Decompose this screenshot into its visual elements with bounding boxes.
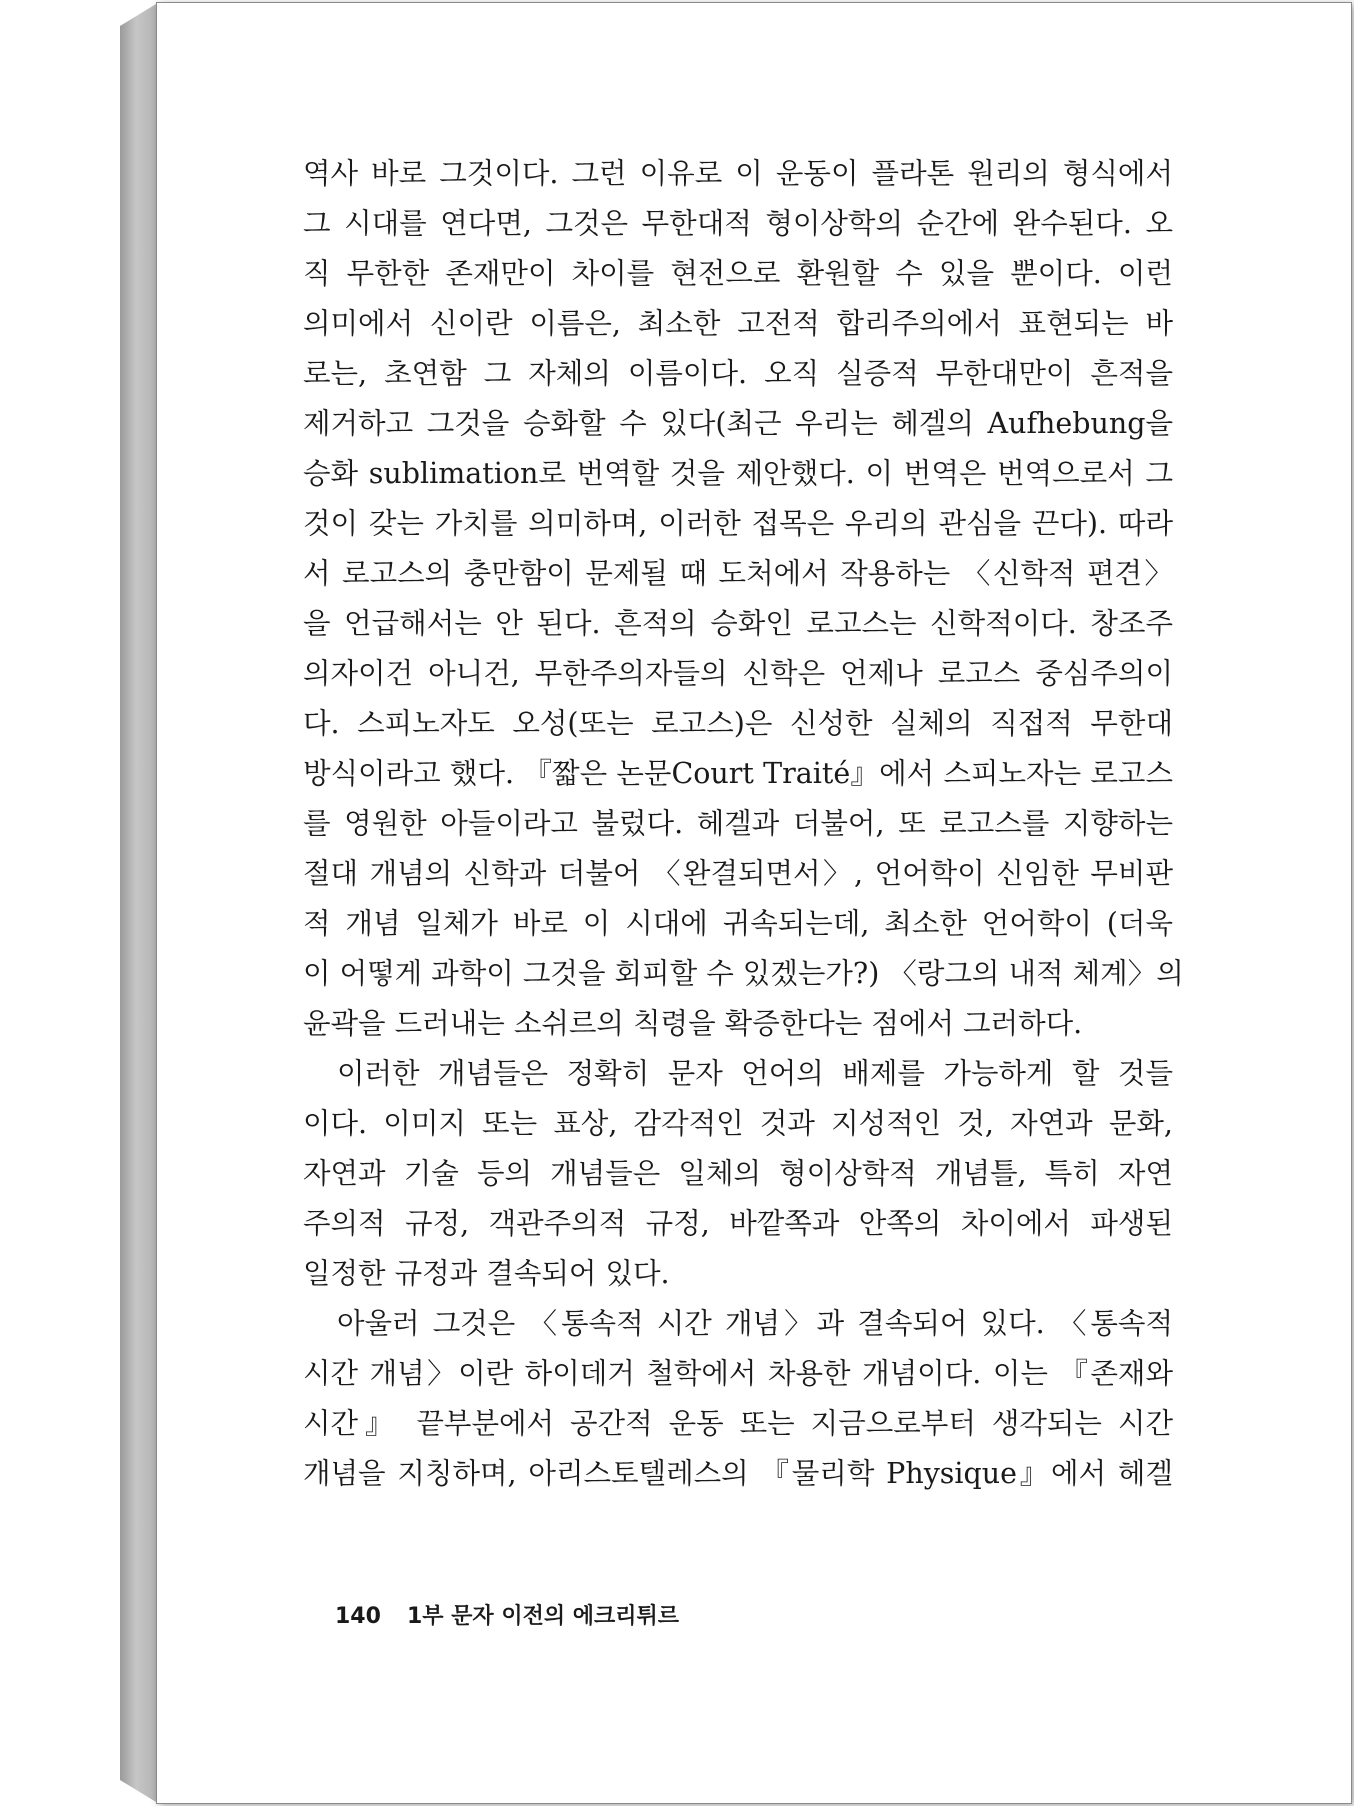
text-line: 적 개념 일체가 바로 이 시대에 귀속되는데, 최소한 언어학이 (더욱 (303, 907, 1173, 940)
text-line: 의자이건 아니건, 무한주의자들의 신학은 언제나 로고스 중심주의이 (303, 657, 1173, 690)
text-line: 시간 개념〉이란 하이데거 철학에서 차용한 개념이다. 이는 『존재와 (303, 1357, 1173, 1390)
text-line: 직 무한한 존재만이 차이를 현전으로 환원할 수 있을 뿐이다. 이런 (303, 257, 1173, 290)
text-line: 그 시대를 연다면, 그것은 무한대적 형이상학의 순간에 완수된다. 오 (303, 207, 1173, 240)
page-number: 140 (335, 1604, 381, 1629)
text-line: 자연과 기술 등의 개념들은 일체의 형이상학적 개념틀, 특히 자연 (303, 1157, 1173, 1190)
book-spine (120, 4, 156, 1802)
section-title: 1부 문자 이전의 에크리튀르 (406, 1604, 679, 1629)
text-line: 을 언급해서는 안 된다. 흔적의 승화인 로고스는 신학적이다. 창조주 (303, 607, 1173, 640)
text-line: 이러한 개념들은 정확히 문자 언어의 배제를 가능하게 할 것들 (337, 1057, 1173, 1090)
book-page (156, 2, 1352, 1804)
text-line: 승화 sublimation로 번역할 것을 제안했다. 이 번역은 번역으로서 그 (303, 457, 1173, 490)
text-line: 로는, 초연함 그 자체의 이름이다. 오직 실증적 무한대만이 흔적을 (303, 357, 1173, 390)
body-text (303, 149, 1184, 1499)
text-line: 를 영원한 아들이라고 불렀다. 헤겔과 더불어, 또 로고스를 지향하는 (303, 807, 1173, 840)
text-line: 제거하고 그것을 승화할 수 있다(최근 우리는 헤겔의 Aufhebung을 (303, 407, 1173, 440)
page-footer (335, 1595, 679, 1639)
text-line: 것이 갖는 가치를 의미하며, 이러한 접목은 우리의 관심을 끈다). 따라 (303, 507, 1173, 540)
text-line: 주의적 규정, 객관주의적 규정, 바깥쪽과 안쪽의 차이에서 파생된 (303, 1207, 1173, 1240)
text-line: 서 로고스의 충만함이 문제될 때 도처에서 작용하는 〈신학적 편견〉 (303, 557, 1173, 590)
text-line: 이 어떻게 과학이 그것을 회피할 수 있겠는가?) 〈랑그의 내적 체계〉의 (303, 957, 1184, 990)
text-line: 시간』 끝부분에서 공간적 운동 또는 지금으로부터 생각되는 시간 (303, 1407, 1173, 1440)
text-line: 의미에서 신이란 이름은, 최소한 고전적 합리주의에서 표현되는 바 (303, 307, 1173, 340)
text-line: 이다. 이미지 또는 표상, 감각적인 것과 지성적인 것, 자연과 문화, (303, 1107, 1173, 1140)
text-line: 윤곽을 드러내는 소쉬르의 칙령을 확증한다는 점에서 그러하다. (303, 1007, 1083, 1040)
text-line: 일정한 규정과 결속되어 있다. (303, 1257, 670, 1290)
text-line: 아울러 그것은 〈통속적 시간 개념〉과 결속되어 있다. 〈통속적 (337, 1307, 1173, 1340)
text-line: 개념을 지칭하며, 아리스토텔레스의 『물리학 Physique』에서 헤겔 (303, 1457, 1173, 1490)
text-line: 방식이라고 했다. 『짧은 논문Court Traité』에서 스피노자는 로고스 (303, 757, 1173, 790)
text-line: 다. 스피노자도 오성(또는 로고스)은 신성한 실체의 직접적 무한대 (303, 707, 1173, 740)
text-line: 절대 개념의 신학과 더불어 〈완결되면서〉, 언어학이 신임한 무비판 (303, 857, 1173, 890)
text-line: 역사 바로 그것이다. 그런 이유로 이 운동이 플라톤 원리의 형식에서 (303, 157, 1173, 190)
